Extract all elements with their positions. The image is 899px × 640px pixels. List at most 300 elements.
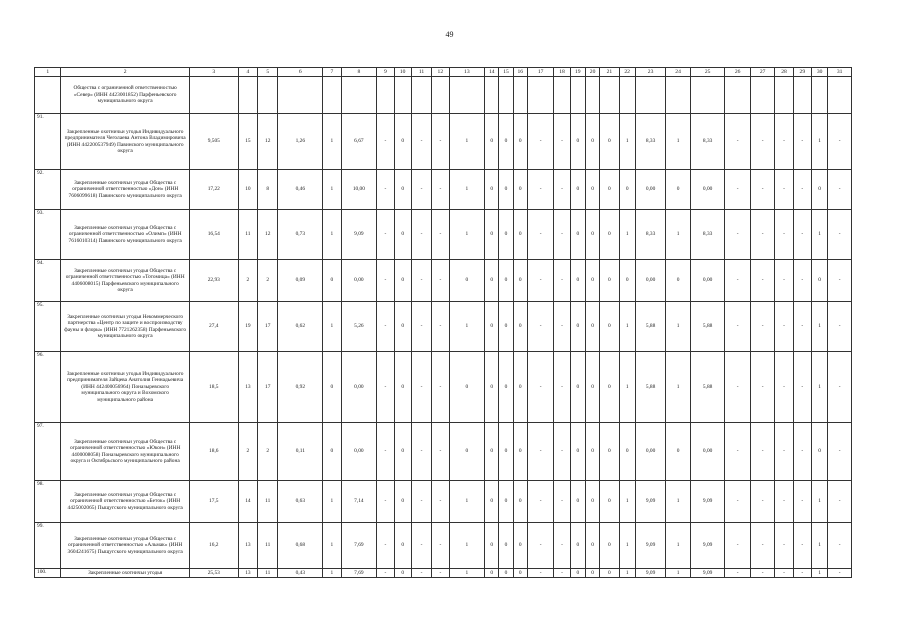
value-cell: 6,67 — [341, 114, 377, 170]
value-cell: - — [750, 569, 774, 578]
value-cell: - — [750, 302, 774, 352]
value-cell: - — [377, 170, 394, 210]
value-cell: 0 — [485, 523, 499, 569]
value-cell: 2 — [238, 260, 257, 302]
table-row — [35, 352, 852, 423]
value-cell: - — [411, 302, 431, 352]
value-cell — [238, 77, 257, 114]
value-cell: 13 — [238, 352, 257, 423]
value-cell: - — [775, 481, 793, 523]
value-cell: 0 — [619, 260, 635, 302]
column-header: 17 — [527, 68, 553, 77]
row-number-cell: 93. — [35, 210, 61, 260]
value-cell: - — [725, 523, 750, 569]
value-cell — [828, 77, 852, 114]
value-cell: 15 — [238, 114, 257, 170]
value-cell: - — [750, 114, 774, 170]
value-cell: - — [775, 352, 793, 423]
value-cell: 25,53 — [189, 569, 238, 578]
value-cell: - — [793, 302, 811, 352]
value-cell: 5,88 — [635, 352, 666, 423]
value-cell: 0 — [394, 423, 411, 481]
column-header: 4 — [238, 68, 257, 77]
value-cell: 0 — [585, 523, 599, 569]
value-cell: 1 — [449, 523, 485, 569]
value-cell: 0 — [600, 481, 619, 523]
value-cell: - — [725, 170, 750, 210]
value-cell: - — [432, 302, 449, 352]
value-cell: - — [411, 260, 431, 302]
value-cell: 8 — [258, 170, 278, 210]
value-cell: - — [411, 114, 431, 170]
value-cell: 13 — [238, 523, 257, 569]
value-cell: 0,00 — [690, 423, 725, 481]
column-header: 6 — [278, 68, 323, 77]
description-cell: Закрепленные охотничьи угодья Общества с ограниченной ответственностью «Юкон» (ИНН 4400008058) Поназыревского муниципального округа и Октябрьского муниципального района — [61, 423, 189, 481]
value-cell: 0,00 — [635, 423, 666, 481]
value-cell: - — [725, 210, 750, 260]
value-cell: 2 — [238, 423, 257, 481]
value-cell: - — [828, 523, 852, 569]
value-cell: 0,00 — [341, 352, 377, 423]
value-cell: - — [828, 260, 852, 302]
value-cell: - — [828, 170, 852, 210]
value-cell: 12 — [258, 114, 278, 170]
value-cell: 0 — [600, 302, 619, 352]
value-cell: 1 — [449, 170, 485, 210]
value-cell: - — [432, 260, 449, 302]
value-cell: 18,5 — [189, 352, 238, 423]
value-cell: 0 — [585, 481, 599, 523]
value-cell: 13 — [238, 569, 257, 578]
value-cell: 5,88 — [690, 352, 725, 423]
value-cell: 0 — [499, 302, 513, 352]
description-cell: Закрепленные охотничьи угодья Общества с ограниченной ответственностью «Тотомица» (ИНН 4406008015) Парфеньевского муниципального округа — [61, 260, 189, 302]
value-cell: 1 — [449, 302, 485, 352]
value-cell: 1 — [811, 210, 827, 260]
value-cell: - — [750, 260, 774, 302]
table-row — [35, 523, 852, 569]
column-header: 24 — [666, 68, 690, 77]
value-cell: 0 — [394, 569, 411, 578]
value-cell: 1 — [449, 569, 485, 578]
column-header: 1 — [35, 68, 61, 77]
value-cell: 0 — [585, 210, 599, 260]
value-cell: - — [432, 423, 449, 481]
value-cell: - — [527, 352, 553, 423]
value-cell: - — [432, 352, 449, 423]
value-cell: 0 — [449, 352, 485, 423]
value-cell: 0 — [513, 423, 527, 481]
value-cell: 9,09 — [690, 523, 725, 569]
value-cell: 1 — [449, 481, 485, 523]
value-cell: - — [432, 170, 449, 210]
value-cell: - — [411, 210, 431, 260]
value-cell: 1 — [323, 114, 341, 170]
column-header: 20 — [585, 68, 599, 77]
value-cell: 0,92 — [278, 352, 323, 423]
value-cell: - — [828, 302, 852, 352]
value-cell: - — [554, 302, 570, 352]
value-cell — [690, 77, 725, 114]
column-header: 8 — [341, 68, 377, 77]
value-cell: - — [554, 170, 570, 210]
column-header: 25 — [690, 68, 725, 77]
value-cell: - — [750, 170, 774, 210]
value-cell: 0,43 — [278, 569, 323, 578]
column-header: 26 — [725, 68, 750, 77]
description-cell: Закрепленные охотничьи угодья Индивидуального предпринимателя Зайцева Анатолия Геннадьевича (ИНН 442400056964) Поназыревского муниципального округа и Вохомского муниципального района — [61, 352, 189, 423]
value-cell: 0 — [666, 260, 690, 302]
value-cell: 7,14 — [341, 481, 377, 523]
value-cell: 0 — [666, 423, 690, 481]
value-cell: - — [775, 210, 793, 260]
value-cell: 0 — [600, 210, 619, 260]
value-cell: 0 — [394, 170, 411, 210]
value-cell: 0 — [499, 352, 513, 423]
value-cell: 2 — [258, 260, 278, 302]
value-cell: 1 — [811, 523, 827, 569]
value-cell: 0 — [394, 114, 411, 170]
value-cell: 1 — [323, 210, 341, 260]
value-cell: 1 — [323, 523, 341, 569]
value-cell: 1 — [666, 352, 690, 423]
value-cell: - — [554, 352, 570, 423]
value-cell: 0,00 — [341, 423, 377, 481]
value-cell: 22,93 — [189, 260, 238, 302]
value-cell: 0 — [394, 260, 411, 302]
value-cell: 0 — [394, 523, 411, 569]
value-cell: 1 — [619, 352, 635, 423]
column-header: 13 — [449, 68, 485, 77]
value-cell: 0 — [485, 302, 499, 352]
value-cell: - — [411, 569, 431, 578]
value-cell: 0 — [394, 210, 411, 260]
value-cell: 0 — [485, 569, 499, 578]
row-number-cell: 94. — [35, 260, 61, 302]
value-cell: - — [775, 423, 793, 481]
value-cell — [775, 77, 793, 114]
value-cell: - — [775, 260, 793, 302]
value-cell — [432, 77, 449, 114]
value-cell: 0 — [570, 170, 585, 210]
value-cell: - — [432, 210, 449, 260]
value-cell: 1,26 — [278, 114, 323, 170]
value-cell: - — [527, 260, 553, 302]
value-cell: 0 — [513, 523, 527, 569]
value-cell: - — [554, 210, 570, 260]
value-cell: 0 — [485, 210, 499, 260]
value-cell: 0 — [485, 423, 499, 481]
value-cell: 1 — [811, 569, 827, 578]
value-cell: 1 — [811, 352, 827, 423]
value-cell — [449, 77, 485, 114]
value-cell: 0 — [323, 260, 341, 302]
value-cell: - — [750, 481, 774, 523]
row-number-cell: 99. — [35, 523, 61, 569]
column-header: 3 — [189, 68, 238, 77]
value-cell: 1 — [666, 569, 690, 578]
value-cell: 1 — [619, 523, 635, 569]
value-cell: 0 — [513, 352, 527, 423]
row-number-cell: 96. — [35, 352, 61, 423]
value-cell: 8,33 — [635, 210, 666, 260]
column-header: 5 — [258, 68, 278, 77]
value-cell — [278, 77, 323, 114]
value-cell: 0 — [585, 423, 599, 481]
column-header: 14 — [485, 68, 499, 77]
value-cell — [499, 77, 513, 114]
column-header: 19 — [570, 68, 585, 77]
value-cell: 0 — [585, 569, 599, 578]
value-cell: 0 — [570, 481, 585, 523]
value-cell — [411, 77, 431, 114]
value-cell: - — [432, 523, 449, 569]
value-cell: - — [725, 481, 750, 523]
value-cell: 0 — [570, 569, 585, 578]
column-header: 31 — [828, 68, 852, 77]
value-cell: 0 — [811, 260, 827, 302]
value-cell — [513, 77, 527, 114]
value-cell — [554, 77, 570, 114]
value-cell: - — [377, 210, 394, 260]
value-cell: 0 — [585, 114, 599, 170]
value-cell: 1 — [619, 302, 635, 352]
value-cell: 5,88 — [635, 302, 666, 352]
column-header: 2 — [61, 68, 189, 77]
value-cell: 9,505 — [189, 114, 238, 170]
value-cell: - — [377, 260, 394, 302]
value-cell: 0 — [499, 170, 513, 210]
column-header: 27 — [750, 68, 774, 77]
value-cell: - — [377, 481, 394, 523]
row-number-cell: 97. — [35, 423, 61, 481]
value-cell: 1 — [449, 114, 485, 170]
value-cell: 0 — [585, 352, 599, 423]
value-cell: 9,09 — [690, 481, 725, 523]
value-cell: 0 — [394, 352, 411, 423]
value-cell: 0 — [485, 481, 499, 523]
value-cell: 2 — [258, 423, 278, 481]
value-cell: - — [750, 210, 774, 260]
value-cell: 0 — [600, 352, 619, 423]
value-cell — [527, 77, 553, 114]
value-cell: 0,09 — [278, 260, 323, 302]
value-cell — [811, 77, 827, 114]
value-cell: 9,09 — [635, 569, 666, 578]
table-row — [35, 114, 852, 170]
table-row — [35, 170, 852, 210]
value-cell: 0,00 — [635, 170, 666, 210]
value-cell: - — [527, 114, 553, 170]
value-cell: 0,00 — [341, 260, 377, 302]
value-cell: - — [432, 114, 449, 170]
description-cell: Закрепленные охотничьи угодья Общества с ограниченной ответственностью «Беток» (ИНН 4425002065) Пыщугского муниципального округа — [61, 481, 189, 523]
value-cell: 0 — [394, 481, 411, 523]
value-cell: 0 — [485, 170, 499, 210]
value-cell: - — [793, 569, 811, 578]
value-cell: 1 — [323, 481, 341, 523]
value-cell: - — [554, 569, 570, 578]
table-row — [35, 302, 852, 352]
value-cell: 0 — [485, 260, 499, 302]
value-cell: 9,09 — [341, 210, 377, 260]
value-cell: 0,73 — [278, 210, 323, 260]
value-cell: 0 — [585, 170, 599, 210]
value-cell: 0,00 — [690, 170, 725, 210]
value-cell: 0,68 — [278, 523, 323, 569]
value-cell: 0 — [513, 210, 527, 260]
value-cell: 0 — [570, 523, 585, 569]
value-cell: 11 — [258, 481, 278, 523]
value-cell: - — [828, 352, 852, 423]
description-cell: Общества с ограниченной ответственностью «Север» (ИНН 4423001852) Парфеньевского муниципального округа — [61, 77, 189, 114]
value-cell: 0 — [600, 114, 619, 170]
value-cell: 0 — [499, 569, 513, 578]
value-cell: - — [432, 569, 449, 578]
value-cell: 0 — [485, 114, 499, 170]
column-header: 28 — [775, 68, 793, 77]
value-cell: - — [554, 114, 570, 170]
value-cell: 0 — [811, 170, 827, 210]
value-cell: 0 — [499, 423, 513, 481]
value-cell: 16,54 — [189, 210, 238, 260]
value-cell: - — [793, 352, 811, 423]
value-cell: - — [527, 302, 553, 352]
value-cell: 0,00 — [635, 260, 666, 302]
value-cell: - — [411, 170, 431, 210]
value-cell: 19 — [238, 302, 257, 352]
value-cell: 0 — [499, 210, 513, 260]
value-cell: 0 — [513, 260, 527, 302]
value-cell: 9,09 — [690, 569, 725, 578]
value-cell: 8,33 — [690, 114, 725, 170]
data-table — [34, 67, 852, 578]
value-cell — [635, 77, 666, 114]
value-cell: 12 — [258, 210, 278, 260]
value-cell: 16,2 — [189, 523, 238, 569]
value-cell: 0 — [394, 302, 411, 352]
value-cell: - — [828, 481, 852, 523]
value-cell: - — [527, 170, 553, 210]
value-cell: 1 — [449, 210, 485, 260]
column-header: 29 — [793, 68, 811, 77]
value-cell: 0 — [513, 481, 527, 523]
table-row — [35, 210, 852, 260]
value-cell: 17,22 — [189, 170, 238, 210]
value-cell: 0 — [585, 302, 599, 352]
table-row — [35, 481, 852, 523]
value-cell: 0,63 — [278, 481, 323, 523]
row-number-cell: 100. — [35, 569, 61, 578]
value-cell: - — [527, 523, 553, 569]
value-cell: 14 — [238, 481, 257, 523]
value-cell — [619, 77, 635, 114]
column-header: 21 — [600, 68, 619, 77]
value-cell — [323, 77, 341, 114]
value-cell: - — [725, 352, 750, 423]
page-number: 49 — [445, 30, 454, 39]
value-cell: 17,5 — [189, 481, 238, 523]
value-cell: 0 — [570, 260, 585, 302]
value-cell: 9,09 — [635, 481, 666, 523]
value-cell: - — [775, 114, 793, 170]
value-cell: - — [527, 210, 553, 260]
value-cell: - — [411, 523, 431, 569]
value-cell: 8,33 — [690, 210, 725, 260]
value-cell: 18,6 — [189, 423, 238, 481]
value-cell: - — [377, 423, 394, 481]
column-number-row — [35, 68, 852, 77]
value-cell: - — [527, 481, 553, 523]
description-cell: Закрепленные охотничьи угодья Индивидуального предпринимателя Чеголаева Антона Владимировича (ИНН 442200537949) Павинского муниципального округа — [61, 114, 189, 170]
description-cell: Закрепленные охотничьи угодья Общества с ограниченной ответственностью «Олимп» (ИНН 7616010314) Павинского муниципального округа — [61, 210, 189, 260]
value-cell: 0 — [513, 170, 527, 210]
value-cell: 1 — [619, 114, 635, 170]
column-header: 10 — [394, 68, 411, 77]
value-cell: 27,4 — [189, 302, 238, 352]
row-number-cell: 95. — [35, 302, 61, 352]
value-cell: - — [828, 210, 852, 260]
value-cell: 0 — [666, 170, 690, 210]
value-cell: - — [793, 523, 811, 569]
table-row — [35, 569, 852, 578]
value-cell — [377, 77, 394, 114]
value-cell: 0 — [619, 423, 635, 481]
table-row — [35, 423, 852, 481]
value-cell — [570, 77, 585, 114]
value-cell: - — [527, 423, 553, 481]
value-cell: - — [411, 481, 431, 523]
value-cell: 0 — [449, 423, 485, 481]
value-cell — [189, 77, 238, 114]
table-row — [35, 260, 852, 302]
value-cell — [258, 77, 278, 114]
value-cell: 1 — [323, 302, 341, 352]
column-header: 11 — [411, 68, 431, 77]
value-cell: 0 — [811, 423, 827, 481]
column-header: 16 — [513, 68, 527, 77]
column-header: 18 — [554, 68, 570, 77]
value-cell: 0,46 — [278, 170, 323, 210]
value-cell: 7,69 — [341, 523, 377, 569]
value-cell: - — [793, 260, 811, 302]
value-cell — [750, 77, 774, 114]
value-cell: - — [377, 302, 394, 352]
value-cell: 1 — [666, 210, 690, 260]
value-cell — [793, 77, 811, 114]
value-cell: 0 — [600, 170, 619, 210]
value-cell: 11 — [258, 523, 278, 569]
row-number-cell — [35, 77, 61, 114]
value-cell: - — [725, 569, 750, 578]
value-cell: - — [775, 569, 793, 578]
value-cell: 0 — [600, 423, 619, 481]
value-cell: - — [377, 114, 394, 170]
value-cell: - — [793, 210, 811, 260]
value-cell: 1 — [666, 523, 690, 569]
column-header: 23 — [635, 68, 666, 77]
value-cell: - — [775, 170, 793, 210]
description-cell: Закрепленные охотничьи угодья — [61, 569, 189, 578]
value-cell: 0 — [619, 170, 635, 210]
value-cell: 1 — [811, 481, 827, 523]
value-cell: 0 — [499, 523, 513, 569]
value-cell: 10,00 — [341, 170, 377, 210]
value-cell: 0 — [585, 260, 599, 302]
value-cell: 0,62 — [278, 302, 323, 352]
column-header: 7 — [323, 68, 341, 77]
